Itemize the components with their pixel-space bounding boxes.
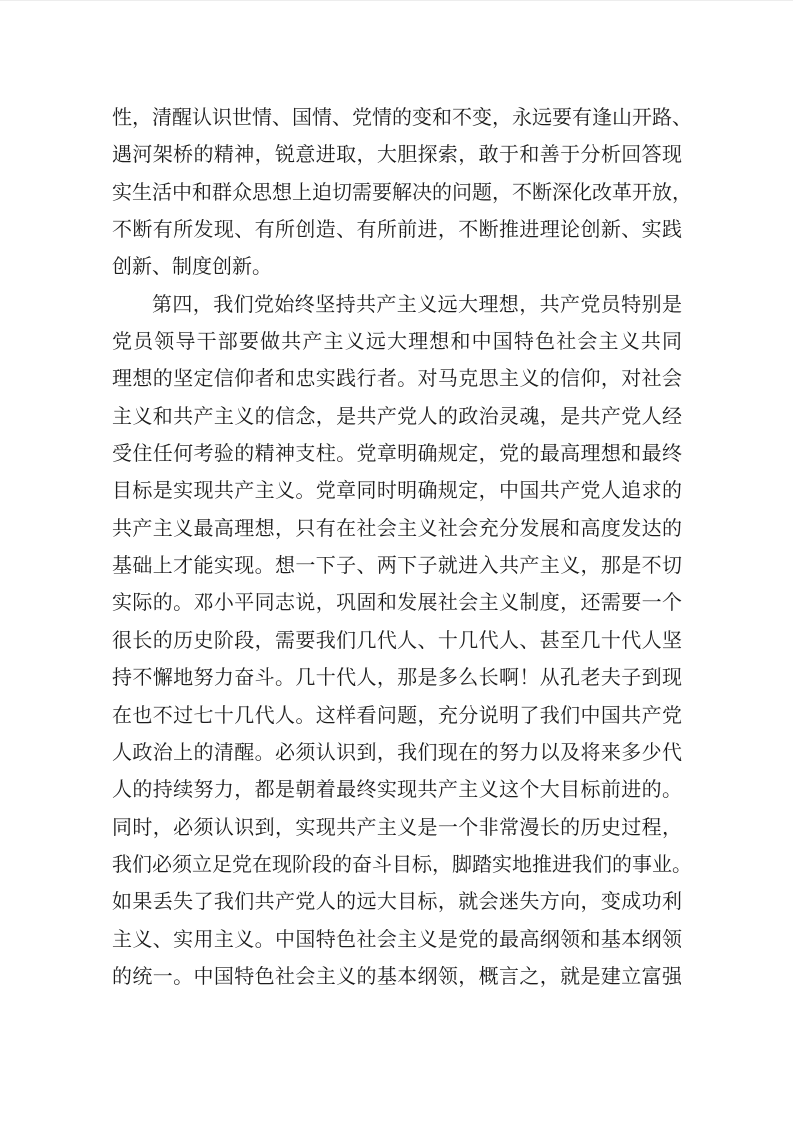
text-line: 在也不过七十几代人。这样看问题，充分说明了我们中国共产党 bbox=[112, 704, 682, 727]
text-line: 实际的。邓小平同志说，巩固和发展社会主义制度，还需要一个 bbox=[112, 592, 682, 615]
text-line: 党员领导干部要做共产主义远大理想和中国特色社会主义共同 bbox=[112, 331, 682, 354]
text-line: 实生活中和群众思想上迫切需要解决的问题，不断深化改革开放， bbox=[112, 181, 692, 204]
paragraph bbox=[112, 287, 692, 997]
text-line: 持不懈地努力奋斗。几十代人，那是多么长啊！从孔老夫子到现 bbox=[112, 667, 682, 690]
text-line: 主义、实用主义。中国特色社会主义是党的最高纲领和基本纲领 bbox=[112, 928, 682, 951]
text-line: 主义和共产主义的信念，是共产党人的政治灵魂，是共产党人经 bbox=[112, 405, 682, 428]
text-line: 同时，必须认识到，实现共产主义是一个非常漫长的历史过程， bbox=[112, 816, 682, 839]
text-line: 第四，我们党始终坚持共产主义远大理想，共产党员特别是 bbox=[152, 293, 682, 316]
text-line: 的统一。中国特色社会主义的基本纲领，概言之，就是建立富强 bbox=[112, 965, 682, 988]
paragraph bbox=[112, 100, 692, 287]
text-line: 目标是实现共产主义。党章同时明确规定，中国共产党人追求的 bbox=[112, 480, 682, 503]
text-line: 人的持续努力，都是朝着最终实现共产主义这个大目标前进的。 bbox=[112, 779, 682, 802]
text-line: 不断有所发现、有所创造、有所前进，不断推进理论创新、实践 bbox=[112, 219, 682, 242]
text-line: 我们必须立足党在现阶段的奋斗目标，脚踏实地推进我们的事业。 bbox=[112, 853, 692, 876]
text-line: 创新、制度创新。 bbox=[112, 256, 272, 279]
text-line: 受住任何考验的精神支柱。党章明确规定，党的最高理想和最终 bbox=[112, 443, 682, 466]
text-line: 如果丢失了我们共产党人的远大目标，就会迷失方向，变成功利 bbox=[112, 891, 682, 914]
text-line: 性，清醒认识世情、国情、党情的变和不变，永远要有逢山开路、 bbox=[112, 107, 692, 129]
text-line: 遇河架桥的精神，锐意进取，大胆探索，敢于和善于分析回答现 bbox=[112, 144, 682, 167]
text-line: 很长的历史阶段，需要我们几代人、十几代人、甚至几十代人坚 bbox=[112, 629, 682, 652]
text-line: 人政治上的清醒。必须认识到，我们现在的努力以及将来多少代 bbox=[112, 741, 682, 764]
document-text-block bbox=[112, 100, 692, 996]
text-line: 共产主义最高理想，只有在社会主义社会充分发展和高度发达的 bbox=[112, 517, 682, 540]
text-line: 基础上才能实现。想一下子、两下子就进入共产主义，那是不切 bbox=[112, 555, 682, 578]
text-line: 理想的坚定信仰者和忠实践行者。对马克思主义的信仰，对社会 bbox=[112, 368, 682, 391]
